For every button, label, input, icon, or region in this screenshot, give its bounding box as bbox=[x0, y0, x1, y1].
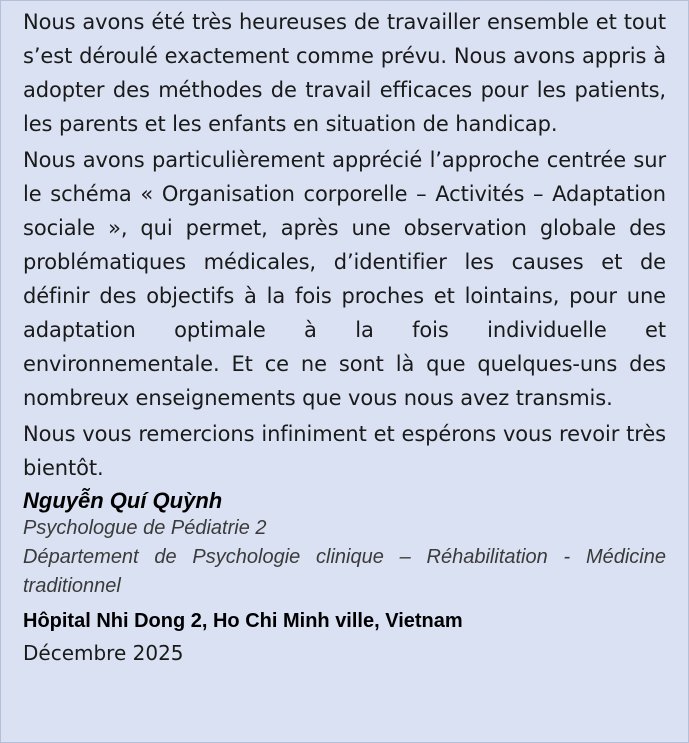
letter-paragraph-2: Nous avons particulièrement apprécié l’approche centrée sur le schéma « Organisation corporelle – Activités – Adaptation sociale », qui permet, après une observation globale des problématiques médicales, d’identifier les causes et de définir des objectifs à la fois proches et lointains, pour une adaptation optimale à la fois individuelle et environnementale. Et ce ne sont là que quelques-uns des nombreux enseignements que vous nous avez transmis. bbox=[23, 148, 666, 410]
signature-date: Décembre 2025 bbox=[23, 641, 184, 665]
signature-role: Psychologue de Pédiatrie 2 bbox=[23, 517, 267, 539]
letter-paragraph-1: Nous avons été très heureuses de travailler ensemble et tout s’est déroulé exactement comme prévu. Nous avons appris à adopter des méthodes de travail efficaces pour les patients, les parents et les enfants en situation de handicap. bbox=[23, 10, 666, 136]
signature-name: Nguyễn Quí Quỳnh bbox=[23, 488, 223, 513]
signature-hospital: Hôpital Nhi Dong 2, Ho Chi Minh ville, Vietnam bbox=[23, 610, 463, 632]
signature-block bbox=[23, 487, 666, 669]
letter-paragraph-3: Nous vous remercions infiniment et espérons vous revoir très bientôt. bbox=[23, 422, 666, 480]
signature-department: Département de Psychologie clinique – Réhabilitation - Médicine traditionnel bbox=[23, 546, 666, 597]
